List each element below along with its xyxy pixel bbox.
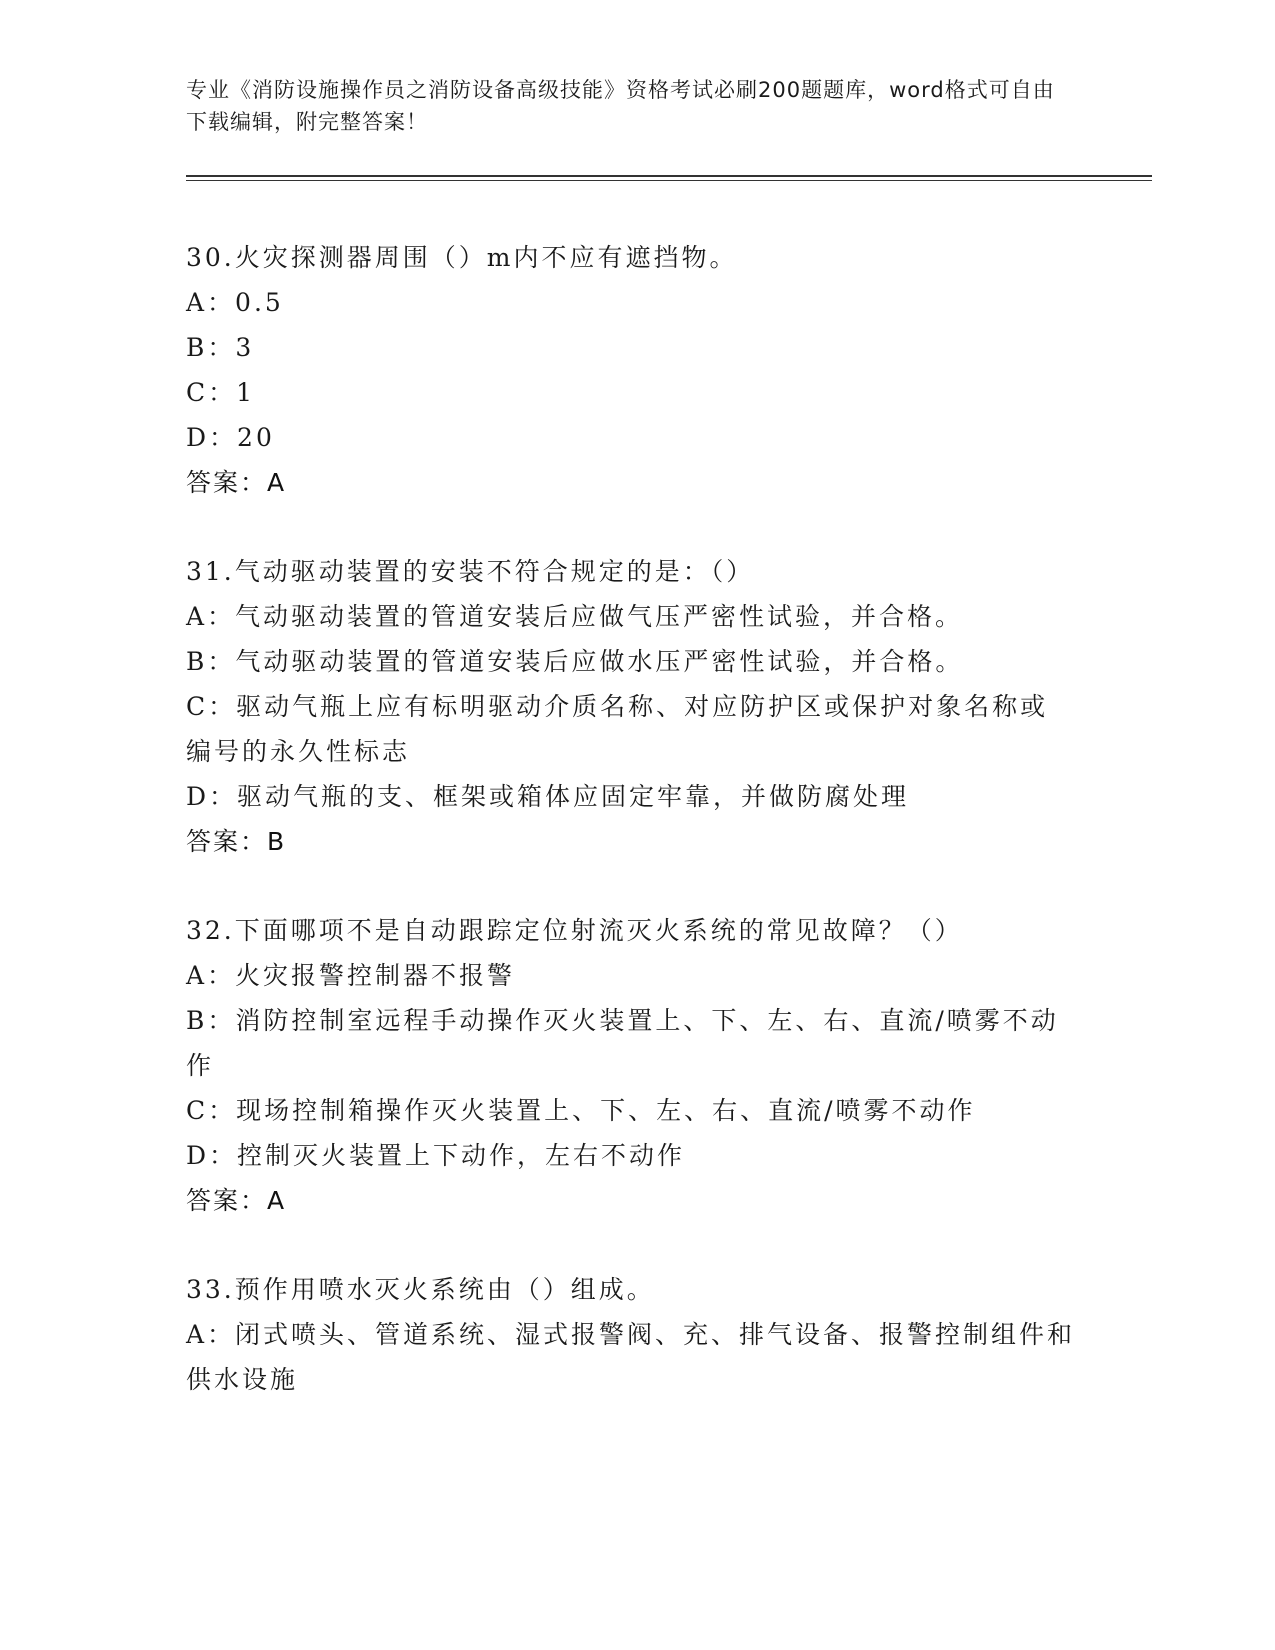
option-d: D：驱动气瓶的支、框架或箱体应固定牢靠，并做防腐处理 [186, 782, 910, 811]
question-31 [186, 549, 1076, 864]
question-stem: 30.火灾探测器周围（）m内不应有遮挡物。 [186, 243, 738, 272]
question-32 [186, 908, 1076, 1223]
option-c: C：驱动气瓶上应有标明驱动介质名称、对应防护区或保护对象名称或编号的永久性标志 [186, 692, 1049, 766]
question-33 [186, 1267, 1076, 1402]
option-d: D：控制灭火装置上下动作，左右不动作 [186, 1141, 686, 1170]
option-a: A：0.5 [186, 288, 284, 317]
answer-label: 答案：A [186, 468, 287, 497]
option-a: A：气动驱动装置的管道安装后应做气压严密性试验，并合格。 [186, 602, 964, 631]
document-header: 专业《消防设施操作员之消防设备高级技能》资格考试必刷200题题库，word格式可自由下载编辑，附完整答案！ [186, 78, 1055, 134]
header-divider [186, 175, 1152, 181]
option-b: B：3 [186, 333, 255, 362]
question-stem: 31.气动驱动装置的安装不符合规定的是：（） [186, 557, 755, 586]
option-b: B：消防控制室远程手动操作灭火装置上、下、左、右、直流/喷雾不动作 [186, 1006, 1059, 1080]
option-c: C：1 [186, 378, 256, 407]
answer-label: 答案：B [186, 827, 287, 856]
question-stem: 33.预作用喷水灭火系统由（）组成。 [186, 1275, 655, 1304]
answer-label: 答案：A [186, 1186, 287, 1215]
option-d: D：20 [186, 423, 275, 452]
option-a: A：闭式喷头、管道系统、湿式报警阀、充、排气设备、报警控制组件和供水设施 [186, 1320, 1076, 1394]
option-a: A：火灾报警控制器不报警 [186, 961, 516, 990]
question-list [186, 235, 1076, 1446]
question-30 [186, 235, 1076, 505]
question-stem: 32.下面哪项不是自动跟踪定位射流灭火系统的常见故障？（） [186, 916, 963, 945]
option-b: B：气动驱动装置的管道安装后应做水压严密性试验，并合格。 [186, 647, 964, 676]
option-c: C：现场控制箱操作灭火装置上、下、左、右、直流/喷雾不动作 [186, 1096, 976, 1125]
